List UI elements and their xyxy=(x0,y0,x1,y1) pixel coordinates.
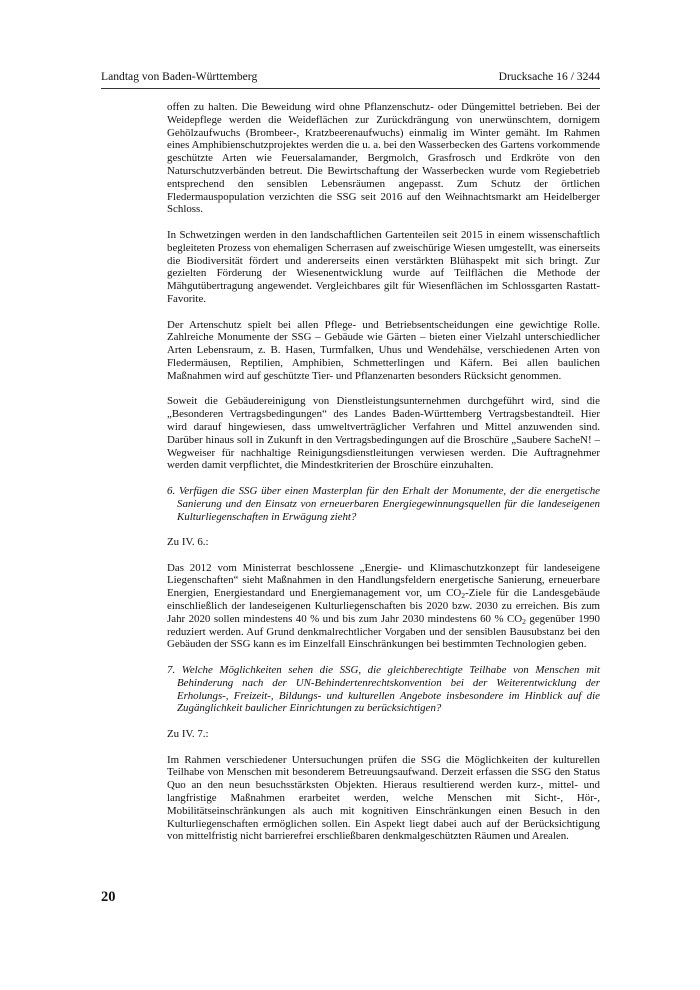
paragraph-beweidung: offen zu halten. Die Beweidung wird ohne Pflanzenschutz- oder Düngemittel betrieben. Bei der Weidepflege werden die Weideflächen zur Zurückdrängung von unerwünschtem, dornigem Gehölzaufwuchs (Brombeer-, Kratzbeerenaufwuchs) einmalig im Winter gemäht. Im Rahmen eines Amphibienschutzprojektes werden die u. a. bei den Wasserbecken des Gartens vorkommende geschützte Arten wie Feuersalamander, Bergmolch, Grasfrosch und Erdkröte von den Naturschutzverbänden betreut. Die Bewirtschaftung der Wasserbecken wurde vom Regiebetrieb entsprechend den sensiblen Lebensräumen angepasst. Zum Schutz der örtlichen Fledermauspopulation verzichten die SSG seit 2016 auf den Weihnachtsmarkt am Heidelberger Schloss. xyxy=(167,101,600,216)
text-segment: Das 2012 vom Ministerrat beschlossene „Energie- und Klimaschutzkonzept für landeseigene Liegenschaften“ sieht Maßnahmen in den Handlungsfeldern energetische Sanierung, erneuerbare Energien, Energiestandard und Energiemanagement vor, um CO xyxy=(167,561,600,600)
header-rule xyxy=(101,88,600,89)
header-title: Landtag von Baden-Württemberg xyxy=(101,70,258,83)
text-segment: gegenüber 1990 reduziert werden. Auf Grund denkmalrechtlicher Vorgaben und der sensiblen Bausubstanz bei den Gebäuden der SSG kann es im Einzelfall Einschränkungen bei bestimmten Technologien geben. xyxy=(167,612,600,651)
paragraph-energiekonzept xyxy=(167,562,600,652)
question-6: 6. Verfügen die SSG über einen Masterplan für den Erhalt der Monumente, der die energetische Sanierung und den Einsatz von erneuerbaren Energiegewinnungsquellen für die landeseigenen Kulturliegenschaften in Erwägung zieht? xyxy=(167,484,600,523)
subscript: 2 xyxy=(522,616,526,626)
subscript: 2 xyxy=(461,591,466,601)
answer-heading-7: Zu IV. 7.: xyxy=(167,728,209,741)
question-7: 7. Welche Möglichkeiten sehen die SSG, die gleichberechtigte Teilhabe von Menschen mit Behinderung nach der UN-Behindertenrechtskonvention bei der Weiterentwicklung der Erholungs-, Freizeit-, Bildungs- und kulturellen Angebote insbesondere im Hinblick auf die Zugänglichkeit baulicher Einrichtungen zu berücksichtigen? xyxy=(167,664,600,715)
document-number: Drucksache 16 / 3244 xyxy=(498,70,600,83)
paragraph-schwetzingen: In Schwetzingen werden in den landschaftlichen Gartenteilen seit 2015 in einem wissenschaftlich begleiteten Prozess von ehemaligen Scherrasen auf zweischürige Wiesen umgestellt, was einerseits die Biodiversität fördert und andererseits einen verstärkten Blühaspekt mit sich bringt. Zur gezielten Förderung der Wiesenentwicklung wurde auf Teilflächen die Methode der Mähgutübertragung angewendet. Vergleichbares gilt für Wiesenflächen im Schlossgarten Rastatt-Favorite. xyxy=(167,228,600,305)
paragraph-teilhabe: Im Rahmen verschiedener Untersuchungen prüfen die SSG die Möglichkeiten der kulturellen Teilhabe von Menschen mit besonderem Betreuungsaufwand. Derzeit erfassen die SSG den Status Quo an den neun besuchsstärksten Objekten. Hieraus resultierend werden kurz-, mittel- und langfristige Maßnahmen erarbeitet werden, welche Menschen mit Sicht-, Hör-, Mobilitätseinschränkungen als auch mit kognitiven Einschränkungen einen Besuch in den Kulturliegenschaften ermöglichen sollen. Ein Aspekt liegt dabei auch auf der Berücksichtigung von mittelfristig nicht barrierefrei erschließbaren denkmalgeschützten Räumen und Arealen. xyxy=(167,753,600,843)
page-number: 20 xyxy=(101,889,116,905)
paragraph-artenschutz: Der Artenschutz spielt bei allen Pflege- und Betriebsentscheidungen eine gewichtige Rolle. Zahlreiche Monumente der SSG – Gebäude wie Gärten – bieten einer Vielzahl unterschiedlicher Arten Lebensraum, z. B. Hasen, Turmfalken, Uhus und Wendehälse, verschiedenen Arten von Fledermäusen, Reptilien, Amphibien, Schmetterlingen und Käfern. Bei allen baulichen Maßnahmen wird auf geschützte Tier- und Pflanzenarten besonders Rücksicht genommen. xyxy=(167,318,600,382)
page-header xyxy=(101,69,600,85)
answer-heading-6: Zu IV. 6.: xyxy=(167,536,209,549)
text-segment: -Ziele für die Landesgebäude einschließlich der landeseigenen Kulturliegenschaften bis 2020 bzw. 2030 zu erreichen. Bis zum Jahr 2020 sollen mindestens 40 % und bis zum Jahr 2030 mindestens 60 % CO xyxy=(167,587,600,625)
paragraph-gebaeudereinigung: Soweit die Gebäudereinigung von Dienstleistungsunternehmen durchgeführt wird, sind die „Besonderen Vertragsbedingungen“ des Landes Baden-Württemberg Vertragsbestandteil. Hier wird darauf hingewiesen, dass umweltverträglicher Verfahren und Mittel anzuwenden sind. Darüber hinaus soll in Zukunft in den Vertragsbedingungen auf die Broschüre „Saubere SacheN! – Wegweiser für nachhaltige Reinigungsdienstleitungen verwiesen werden. Die Auftragnehmer werden damit verpflichtet, die Mindestkriterien der Broschüre einzuhalten. xyxy=(167,395,600,472)
body-text xyxy=(167,101,600,843)
